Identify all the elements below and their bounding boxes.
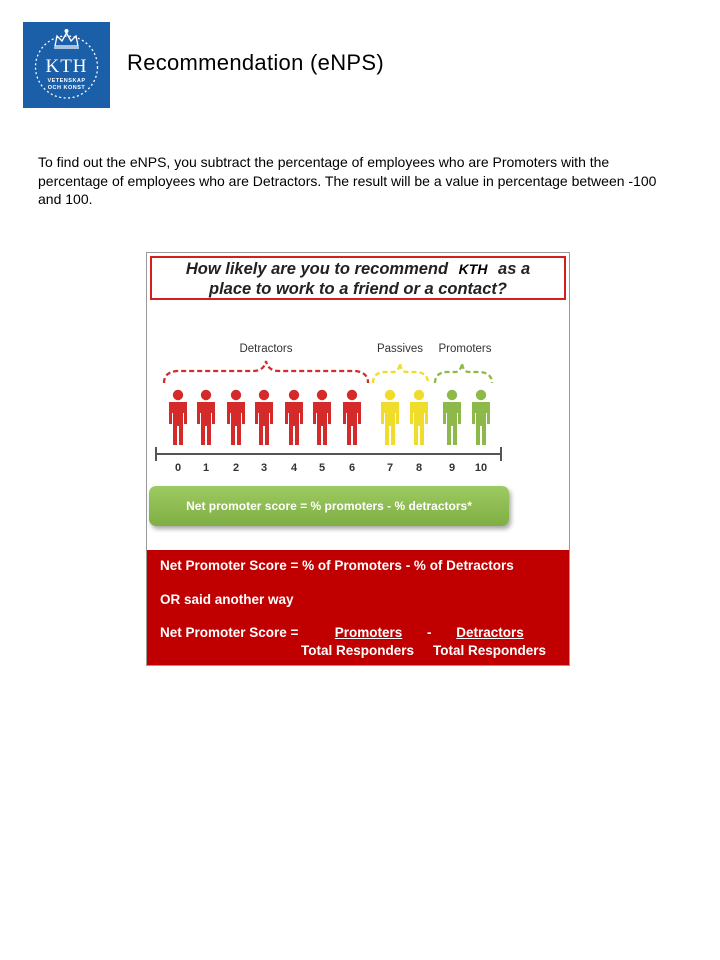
page-title: Recommendation (eNPS) — [127, 50, 384, 75]
person-icon — [472, 390, 490, 445]
scale-tick-label: 1 — [202, 462, 210, 474]
person-icon — [313, 390, 331, 445]
scale-tick-label: 0 — [174, 462, 182, 474]
question-line2: place to work to a friend or a contact? — [209, 280, 507, 298]
enps-figure — [146, 252, 570, 666]
formula-panel — [147, 550, 569, 666]
scale-tick-label: 8 — [415, 462, 423, 474]
scale-tick-label: 7 — [386, 462, 394, 474]
panel-line1: Net Promoter Score = % of Promoters - % of Detractors — [160, 558, 514, 573]
scale-tick-label: 6 — [348, 462, 356, 474]
panel-promoters: Promoters — [334, 625, 403, 640]
panel-line2: OR said another way — [160, 592, 294, 607]
scale-tick-label: 2 — [232, 462, 240, 474]
promoters-label: Promoters — [438, 343, 492, 355]
rating-scale-graphic — [147, 253, 570, 483]
intro-paragraph: To find out the eNPS, you subtract the percentage of employees who are Promoters with the percentage of employees who are Detractors. The result will be a value in percentage between -100 and 100. — [38, 154, 657, 207]
person-icon — [381, 390, 399, 445]
person-icon — [197, 390, 215, 445]
person-icon — [255, 390, 273, 445]
panel-denominator1: Total Responders — [301, 643, 415, 658]
logo-line1: VETENSKAP — [47, 78, 86, 84]
panel-denominator2: Total Responders — [433, 643, 547, 658]
scale-tick-label: 3 — [260, 462, 268, 474]
question-brand: KTH — [458, 261, 488, 277]
scale-tick-label: 9 — [448, 462, 456, 474]
detractors-label: Detractors — [239, 343, 293, 355]
person-icon — [169, 390, 187, 445]
logo-line2: OCH KONST — [47, 85, 86, 91]
kth-logo — [23, 22, 110, 108]
question-part1: How likely are you to recommend — [185, 260, 449, 278]
person-icon — [285, 390, 303, 445]
person-icon — [410, 390, 428, 445]
person-icon — [227, 390, 245, 445]
scale-tick-label: 10 — [474, 462, 488, 474]
passives-label: Passives — [376, 343, 424, 355]
detractors-brace — [164, 361, 368, 383]
scale-tick-label: 5 — [318, 462, 326, 474]
promoters-brace — [435, 363, 492, 383]
logo-name: KTH — [45, 56, 88, 77]
panel-line3-label: Net Promoter Score = — [160, 625, 299, 640]
person-icon — [443, 390, 461, 445]
formula-bar: Net promoter score = % promoters - % detractors* — [149, 486, 509, 526]
panel-detractors: Detractors — [456, 625, 524, 640]
question-part2: as a — [498, 260, 531, 278]
passives-brace — [373, 363, 428, 383]
person-icon — [343, 390, 361, 445]
scale-tick-label: 4 — [290, 462, 298, 474]
panel-minus: - — [427, 625, 432, 640]
